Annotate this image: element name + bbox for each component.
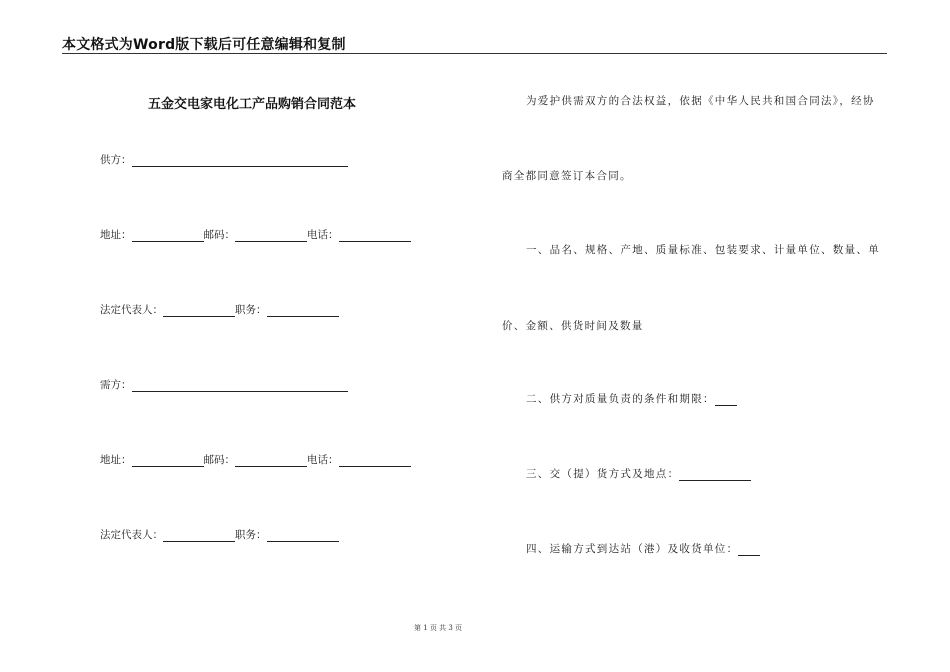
supplier-address-label: 地址：: [100, 229, 132, 241]
supplier-phone-blank: [339, 230, 411, 242]
preamble-line-2: 商全都同意签订本合同。: [502, 170, 632, 182]
clause-4-text: 四、运输方式到达站（港）及收货单位：: [526, 543, 739, 555]
buyer-postcode-blank: [235, 455, 307, 467]
clause-3-line: [526, 467, 751, 481]
supplier-blank: [132, 155, 348, 167]
clause-2-text: 二、供方对质量负责的条件和期限：: [526, 393, 715, 405]
clause-3-text: 三、交（提）货方式及地点：: [526, 468, 680, 480]
buyer-blank: [132, 380, 348, 392]
buyer-label: 需方：: [100, 379, 132, 391]
buyer-rep-line: [100, 528, 339, 542]
supplier-position-label: 职务：: [235, 304, 267, 316]
header-rule: [62, 53, 887, 54]
buyer-phone-blank: [339, 455, 411, 467]
document-header: 本文格式为Word版下载后可任意编辑和复制: [62, 37, 346, 53]
clause-2-line: [526, 392, 737, 406]
buyer-address-line: [100, 453, 411, 467]
supplier-rep-label: 法定代表人：: [100, 304, 163, 316]
clause-2-blank: [715, 394, 737, 406]
preamble-line-1: 为爱护供需双方的合法权益，依据《中华人民共和国合同法》，经协: [526, 95, 875, 107]
clause-1-line-1: 一、品名、规格、产地、质量标准、包装要求、计量单位、数量、单: [526, 244, 880, 256]
buyer-rep-label: 法定代表人：: [100, 529, 163, 541]
buyer-address-label: 地址：: [100, 454, 132, 466]
supplier-phone-label: 电话：: [307, 229, 339, 241]
supplier-rep-blank: [163, 305, 235, 317]
document-title: 五金交电家电化工产品购销合同范本: [148, 97, 357, 112]
buyer-phone-label: 电话：: [307, 454, 339, 466]
supplier-position-blank: [267, 305, 339, 317]
clause-4-line: [526, 542, 760, 556]
buyer-position-label: 职务：: [235, 529, 267, 541]
page-number: 第 1 页 共 3 页: [414, 624, 463, 632]
supplier-postcode-label: 邮码：: [203, 229, 235, 241]
buyer-postcode-label: 邮码：: [203, 454, 235, 466]
supplier-address-line: [100, 228, 411, 242]
supplier-rep-line: [100, 303, 339, 317]
clause-4-blank: [738, 544, 760, 556]
clause-3-blank: [679, 469, 751, 481]
supplier-address-blank: [132, 230, 204, 242]
supplier-postcode-blank: [235, 230, 307, 242]
supplier-label: 供方：: [100, 154, 132, 166]
buyer-position-blank: [267, 530, 339, 542]
buyer-line: [100, 378, 348, 392]
supplier-line: [100, 153, 348, 167]
buyer-address-blank: [132, 455, 204, 467]
buyer-rep-blank: [163, 530, 235, 542]
clause-1-line-2: 价、金额、供货时间及数量: [502, 320, 644, 332]
